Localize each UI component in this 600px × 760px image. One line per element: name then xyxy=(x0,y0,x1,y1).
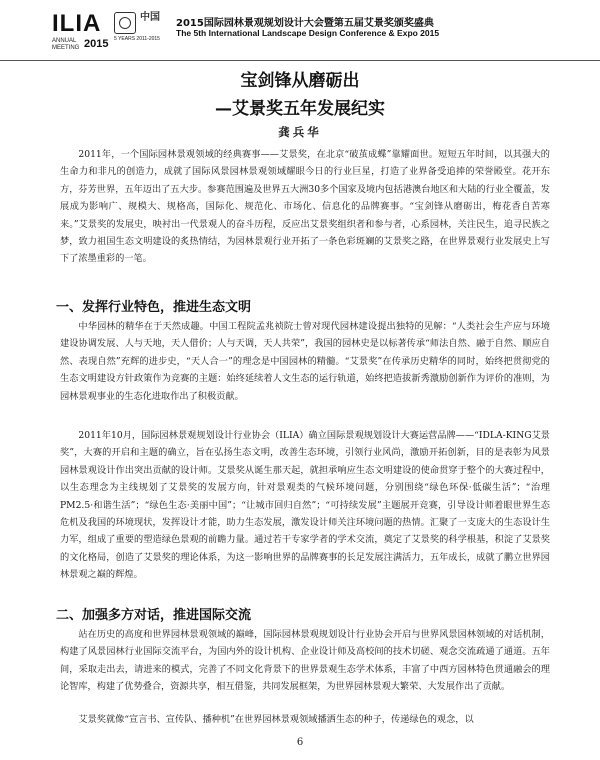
section2-paragraph-2: 艾景奖就像“宣言书、宣传队、播种机”在世界园林景观领域播洒生态的种子，传递绿色的观念，以 xyxy=(78,714,474,725)
article-title: 宝剑锋从磨砺出 xyxy=(240,71,360,91)
section2-heading: 二、加强多方对话，推进国际交流 xyxy=(56,608,252,623)
section2-paragraph-1: 站在历史的高度和世界园林景观领域的巅峰，国际园林景观规划设计行业协会开启与世界风景园林领域的对话机制，构建了风景园林行业国际交流平台，为国内外的设计机构、企业设计师及高校间的技术切磋、观念交流疏通了通道。五年间，采取走出去，请进来的模式，完善了不同文化背景下的世界景观生态学术体系，丰富了中西方园林特色贯通融会的理论智库，构建了优势叠合，资源共享，相互借鉴，共同发展框架，为世界园林景观大繁荣、大发展作出了贡献。 xyxy=(60,629,550,693)
emblem-seal-icon xyxy=(114,12,136,34)
header-divider xyxy=(0,60,600,61)
article-subtitle: —艾景奖五年发展纪实 xyxy=(215,99,385,119)
page-header xyxy=(0,0,600,62)
anniversary-emblem-icon xyxy=(114,10,170,52)
logo-year: 2015 xyxy=(84,38,109,50)
emblem-mark: 中国 xyxy=(140,12,160,23)
section1-heading: 一、发挥行业特色，推进生态文明 xyxy=(56,300,252,315)
article-author: 龚兵华 xyxy=(278,125,322,139)
ilia-logo: ILIA xyxy=(52,10,102,37)
emblem-text: 5 YEARS 2011-2015 xyxy=(114,36,160,42)
logo-subtext: ANNUAL MEETING xyxy=(52,38,80,51)
section1-paragraph-1: 中华园林的精华在于天然成趣。中国工程院孟兆祯院士曾对现代园林建设提出独特的见解：“人类社会生产应与环境建设协调发展、人与天地，天人借价；人与天调，天人共荣”，我国的园林史是以标著传承“师法自然、融于自然、顺应自然、表现自然”充辉的进步史，“天人合一”的理念是中国园林的精髓。“艾景奖”在传承历史精华的同时，始终把贯彻党的生态文明建设方针政策作为竞赛的主题：始终延续着人文生态的运行轨道，始终把造拔新秀激励创新作为评价的准则，为园林景观事业的生态化进取作出了积极贡献。 xyxy=(60,321,550,402)
intro-paragraph: 2011年，一个国际园林景观领域的经典赛事——艾景奖，在北京“破茧成蝶”靠耀面世。短短五年时间，以其强大的生命力和非凡的创造力，成就了国际风景园林景观领域耀眼今日的行业巨星，打造了业界备受追捧的荣誉殿堂。花开东方，芬芳世界，五年迈出了五大步。参赛范围遍及世界五大洲30多个国家及境内包括港澳台地区和大陆的行业全覆盖，发展成为影响广、规模大、规格高，国际化、规范化、市场化、信息化的品牌赛事。“宝剑锋从磨砺出，梅花香自苦寒来。”艾景奖的发展史，映衬出一代景观人的奋斗历程，反应出艾景奖组织者和参与者，心系园林，关注民生，追寻民族之梦，致力祖国生态文明建设的炙热情结，为园林景观行业开拓了一条色彩斑斓的艾景奖之路，在世界景观行业发展史上写下了浓墨重彩的一笔。 xyxy=(60,149,550,265)
conference-title-cn: 2015国际园林景观规划设计大会暨第五届艾景奖颁奖盛典 xyxy=(176,18,434,29)
conference-title-en: The 5th International Landscape Design Conference & Expo 2015 xyxy=(176,28,440,38)
page-number: 6 xyxy=(296,737,304,748)
section1-paragraph-2: 2011年10月，国际园林景观规划设计行业协会（ILIA）确立国际景观规划设计大赛运营品牌——“IDLA-KING艾景奖”，大赛的开启和主题的确立，旨在弘扬生态文明，改善生态环境，引领行业风尚，激励开拓创新，目的是表彰为风景园林景观设计作出突出贡献的设计师。艾景奖从诞生那天起，就担承响应生态文明建设的使命贯穿于整个的大赛过程中，以生态理念为主线规划了艾景奖的发展方向，针对景观类的气候环境问题，分别围绕“绿色环保·低碳生活”；“治理PM2.5·和谐生活”；“绿色生态·美丽中国”；“让城市回归自然”；“可持续发展”主题展开竞赛，引导设计师着眼世界生态危机及我国的环境现状，发挥设计才能，助力生态发展，激发设计师关注环境问题的热情。汇聚了一支庞大的生态设计生力军，组成了重要的塑造绿色景观的前瞻力量。通过若干专家学者的学术交流，奠定了艾景奖的科学根基，积淀了艾景奖的文化格局，创造了艾景奖的理论体系，为这一影响世界的品牌赛事的长足发展注满活力，五年成长，成就了鹏立世界园林景观之巅的辉煌。 xyxy=(60,430,550,581)
